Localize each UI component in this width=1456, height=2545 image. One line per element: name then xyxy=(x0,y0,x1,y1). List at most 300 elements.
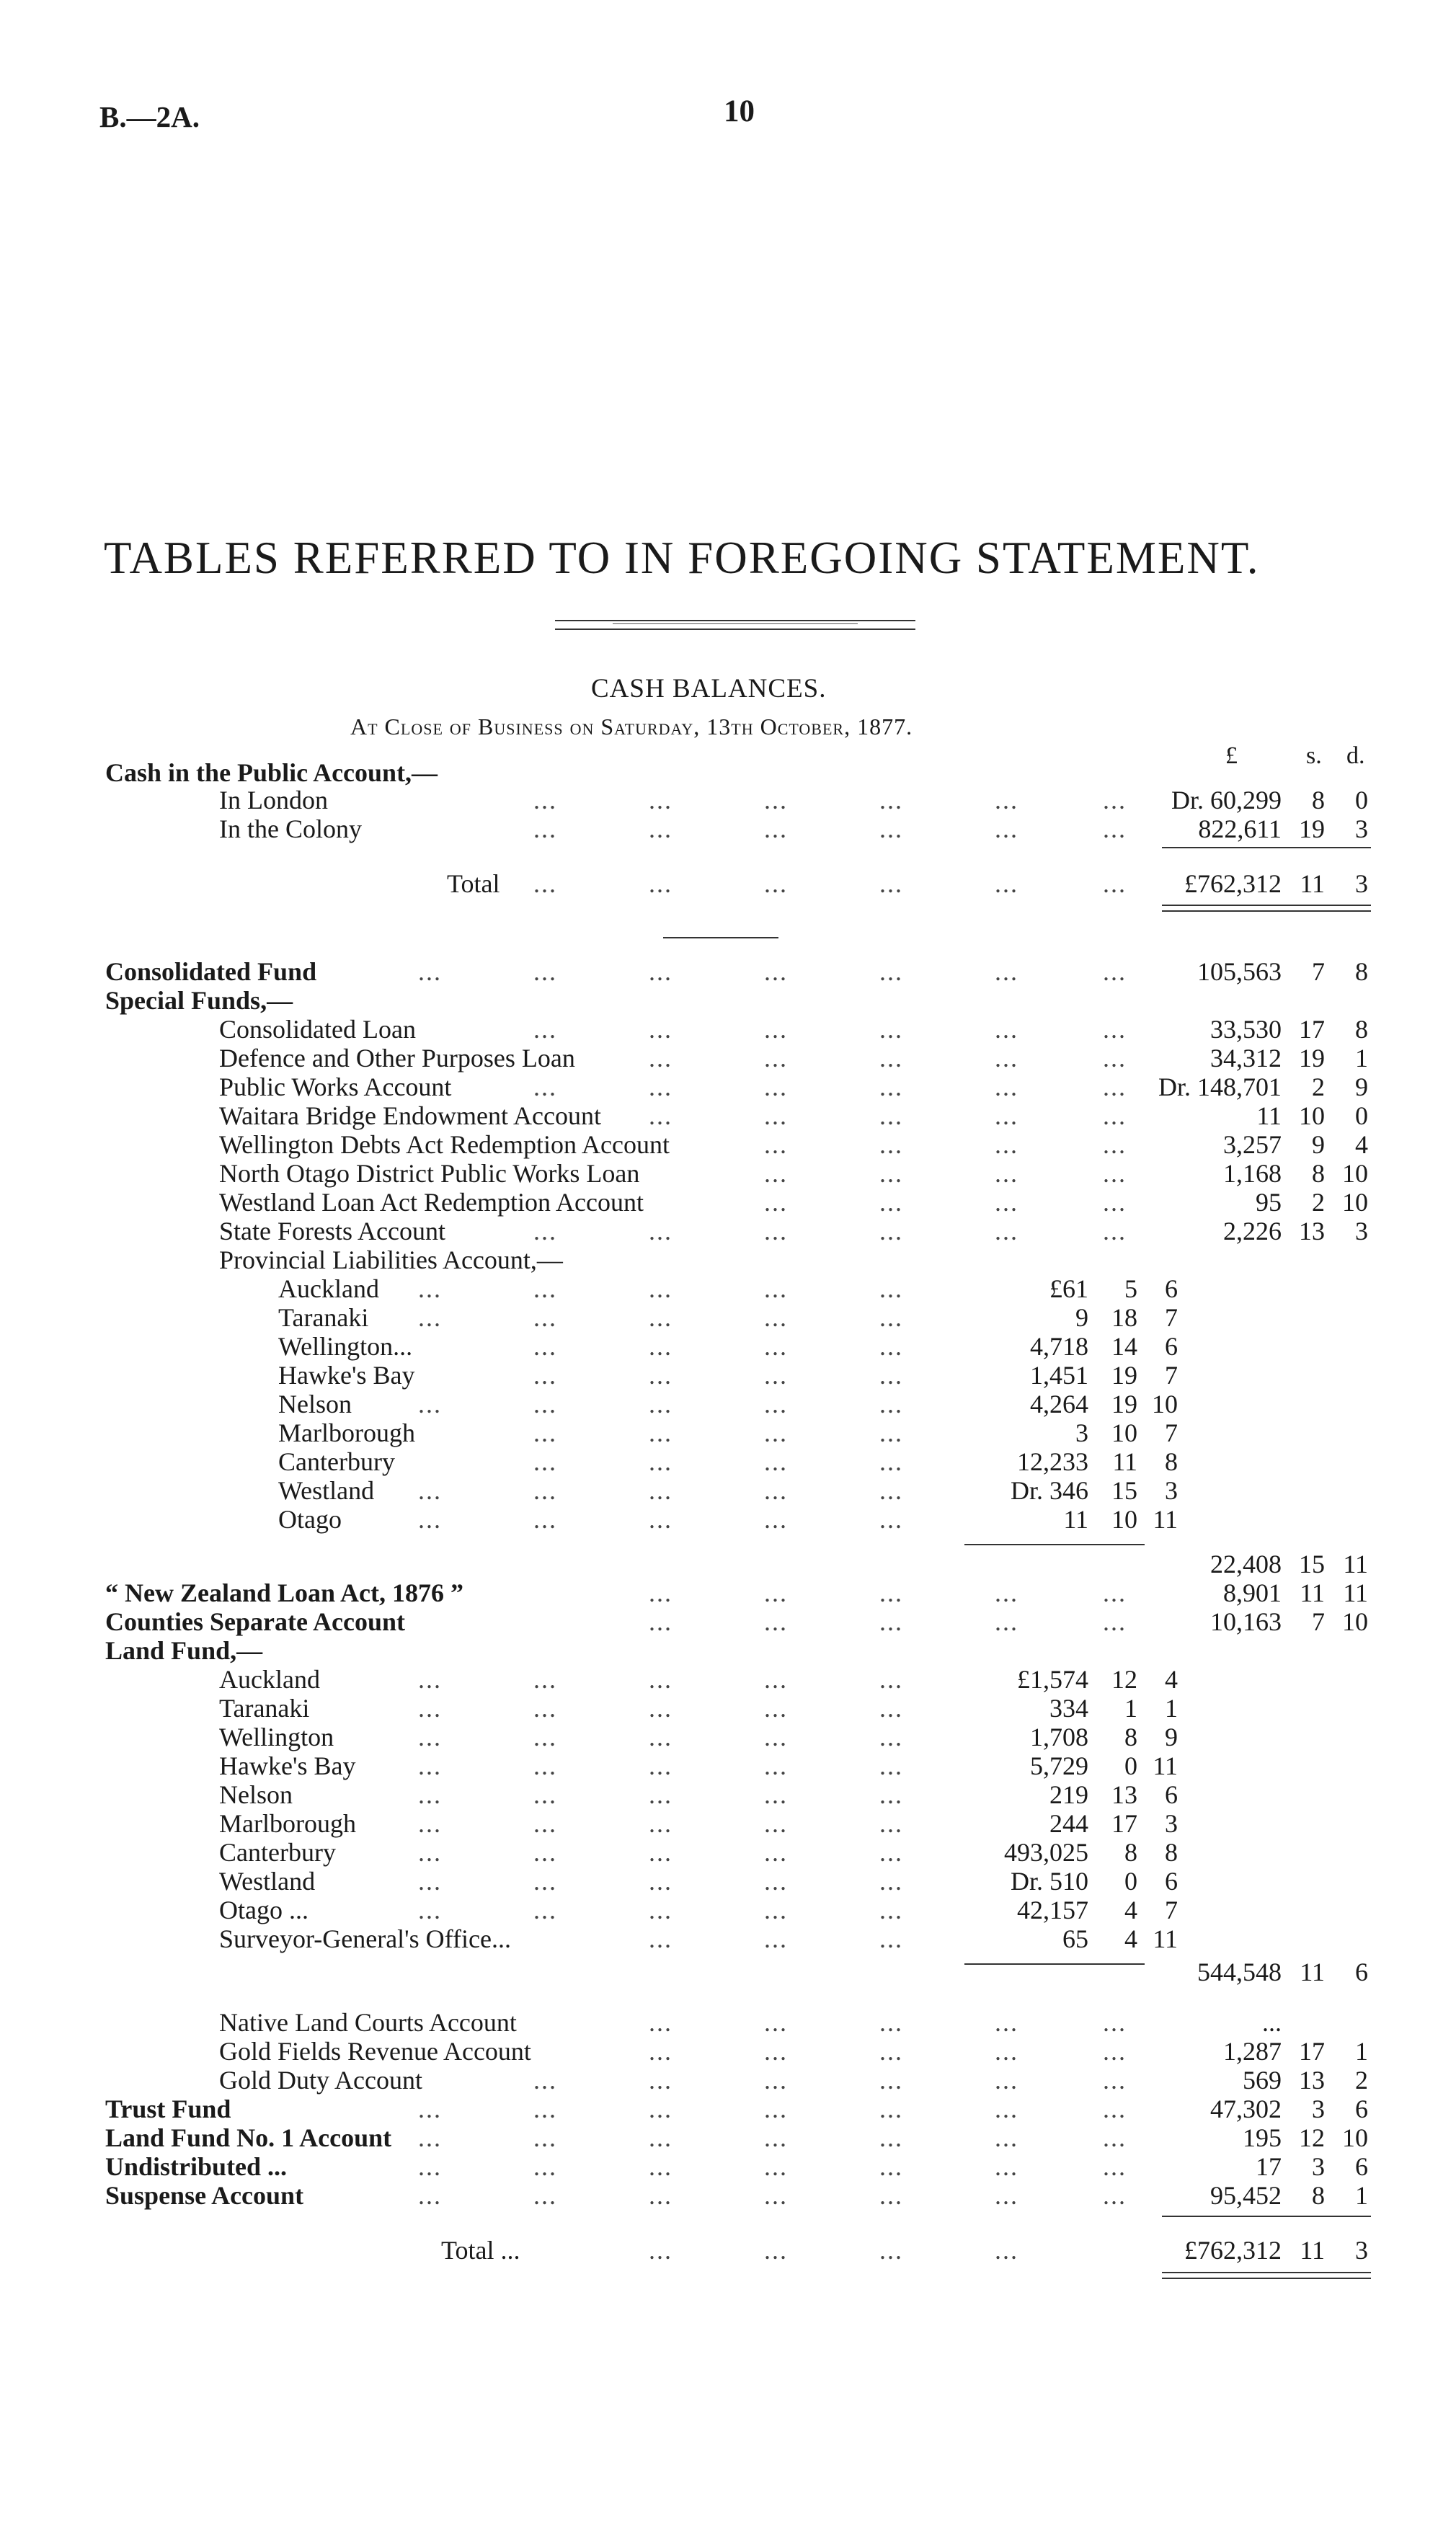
account-row xyxy=(0,2066,1456,2095)
leader-dots: ... xyxy=(649,1665,672,1694)
row-label: Marlborough xyxy=(278,1418,415,1447)
land-fund-row xyxy=(0,1665,1456,1694)
leader-dots: ... xyxy=(764,1665,788,1694)
provincial-row xyxy=(0,1418,1456,1447)
leader-dots: ... xyxy=(533,1015,557,1044)
provincial-row xyxy=(0,1361,1456,1390)
amount-pounds: £762,312 xyxy=(1184,2236,1282,2265)
leader-dots: ... xyxy=(649,1044,672,1072)
leader-dots: ... xyxy=(649,814,672,843)
amount-pence: 6 xyxy=(1165,1780,1178,1809)
leader-dots: ... xyxy=(533,1447,557,1476)
special-fund-row xyxy=(0,1044,1456,1072)
leader-dots: ... xyxy=(1103,1072,1127,1101)
amount-shillings: 19 xyxy=(1299,1044,1325,1072)
page-title: TABLES REFERRED TO IN FOREGOING STATEMENT. xyxy=(104,533,1260,583)
leader-dots: ... xyxy=(649,1217,672,1245)
amount-pence: 7 xyxy=(1165,1418,1178,1447)
amount-pounds: 1,168 xyxy=(1223,1159,1282,1188)
amount-pence: 0 xyxy=(1355,786,1368,814)
leader-dots: ... xyxy=(533,1476,557,1505)
amount-shillings: 2 xyxy=(1312,1188,1325,1217)
account-row xyxy=(0,2037,1456,2066)
leader-dots: ... xyxy=(879,1015,903,1044)
leader-dots: ... xyxy=(764,1723,788,1751)
leader-dots: ... xyxy=(649,1694,672,1723)
land-fund-row xyxy=(0,1809,1456,1838)
special-fund-row xyxy=(0,1130,1456,1159)
amount-pounds: Dr. 148,701 xyxy=(1158,1072,1282,1101)
leader-dots: ... xyxy=(1103,2095,1127,2123)
amount-shillings: 8 xyxy=(1124,1838,1137,1867)
leader-dots: ... xyxy=(418,1896,442,1924)
cash-total-double-rule xyxy=(1162,905,1371,912)
leader-dots: ... xyxy=(879,2152,903,2181)
row-label: Trust Fund xyxy=(105,2095,231,2123)
leader-dots: ... xyxy=(1103,1159,1127,1188)
amount-pounds: 10,163 xyxy=(1210,1607,1282,1636)
section-title: CASH BALANCES. xyxy=(591,674,827,703)
leader-dots: ... xyxy=(995,2152,1018,2181)
amount-pence: 11 xyxy=(1153,1751,1178,1780)
leader-dots: ... xyxy=(1103,1015,1127,1044)
amount-pence: 1 xyxy=(1355,1044,1368,1072)
leader-dots: ... xyxy=(995,1159,1018,1188)
cash-row xyxy=(0,786,1456,814)
leader-dots: ... xyxy=(879,1044,903,1072)
leader-dots: ... xyxy=(764,2236,788,2265)
leader-dots: ... xyxy=(649,2037,672,2066)
leader-dots: ... xyxy=(649,1607,672,1636)
leader-dots: ... xyxy=(649,1505,672,1534)
amount-pence: 11 xyxy=(1153,1924,1178,1953)
amount-pounds: 9 xyxy=(1075,1303,1088,1332)
leader-dots: ... xyxy=(764,1607,788,1636)
amount-pounds: 47,302 xyxy=(1210,2095,1282,2123)
leader-dots: ... xyxy=(879,1751,903,1780)
leader-dots: ... xyxy=(1103,1101,1127,1130)
leader-dots: ... xyxy=(879,1418,903,1447)
amount-pounds: 3,257 xyxy=(1223,1130,1282,1159)
amount-pounds: 493,025 xyxy=(1004,1838,1088,1867)
leader-dots: ... xyxy=(995,2037,1018,2066)
provincial-row xyxy=(0,1332,1456,1361)
provincial-row xyxy=(0,1476,1456,1505)
leader-dots: ... xyxy=(764,1578,788,1607)
leader-dots: ... xyxy=(533,2181,557,2210)
leader-dots: ... xyxy=(995,1607,1018,1636)
leader-dots: ... xyxy=(1103,1217,1127,1245)
leader-dots: ... xyxy=(879,2123,903,2152)
row-label: Hawke's Bay xyxy=(278,1361,415,1390)
loan-act-row xyxy=(0,1578,1456,1607)
leader-dots: ... xyxy=(995,786,1018,814)
cash-total-row xyxy=(0,869,1456,898)
leader-dots: ... xyxy=(879,1390,903,1418)
amount-shillings: 15 xyxy=(1299,1550,1325,1578)
leader-dots: ... xyxy=(879,1896,903,1924)
leader-dots: ... xyxy=(649,1838,672,1867)
grand-total-rule xyxy=(1162,2216,1371,2217)
leader-dots: ... xyxy=(879,814,903,843)
leader-dots: ... xyxy=(1103,1044,1127,1072)
row-label: Otago ... xyxy=(219,1896,308,1924)
leader-dots: ... xyxy=(649,1780,672,1809)
leader-dots: ... xyxy=(764,1159,788,1188)
leader-dots: ... xyxy=(879,2181,903,2210)
amount-pounds: ... xyxy=(1262,2008,1282,2037)
row-label: State Forests Account xyxy=(219,1217,445,1245)
amount-pounds: 95,452 xyxy=(1210,2181,1282,2210)
row-label: Hawke's Bay xyxy=(219,1751,356,1780)
row-label: Suspense Account xyxy=(105,2181,304,2210)
amount-pounds: 95 xyxy=(1256,1188,1282,1217)
leader-dots: ... xyxy=(649,1447,672,1476)
cash-heading-row xyxy=(105,758,1388,787)
amount-shillings: 8 xyxy=(1124,1723,1137,1751)
leader-dots: ... xyxy=(995,2123,1018,2152)
leader-dots: ... xyxy=(879,1159,903,1188)
amount-pounds: 42,157 xyxy=(1017,1896,1088,1924)
provincial-row xyxy=(0,1303,1456,1332)
leader-dots: ... xyxy=(1103,2181,1127,2210)
leader-dots: ... xyxy=(879,2066,903,2095)
leader-dots: ... xyxy=(995,1015,1018,1044)
amount-shillings: 19 xyxy=(1111,1361,1137,1390)
title-divider xyxy=(555,620,915,630)
leader-dots: ... xyxy=(418,1390,442,1418)
row-label: Defence and Other Purposes Loan xyxy=(219,1044,575,1072)
leader-dots: ... xyxy=(418,1809,442,1838)
amount-shillings: 7 xyxy=(1312,1607,1325,1636)
leader-dots: ... xyxy=(764,1390,788,1418)
provincial-subtotal-rule xyxy=(964,1544,1145,1545)
leader-dots: ... xyxy=(649,1723,672,1751)
amount-shillings: 13 xyxy=(1299,2066,1325,2095)
amount-pence: 2 xyxy=(1355,2066,1368,2095)
account-row xyxy=(0,2008,1456,2037)
amount-pounds: 5,729 xyxy=(1030,1751,1088,1780)
amount-pounds: 4,264 xyxy=(1030,1390,1088,1418)
leader-dots: ... xyxy=(879,2236,903,2265)
amount-pounds: Dr. 346 xyxy=(1011,1476,1088,1505)
leader-dots: ... xyxy=(764,1072,788,1101)
row-label: Gold Duty Account xyxy=(219,2066,422,2095)
amount-shillings: 12 xyxy=(1299,2123,1325,2152)
leader-dots: ... xyxy=(764,1274,788,1303)
amount-pounds: 11 xyxy=(1256,1101,1282,1130)
leader-dots: ... xyxy=(764,1044,788,1072)
grand-total-row xyxy=(0,2236,1456,2265)
leader-dots: ... xyxy=(879,1130,903,1159)
row-label: Special Funds,— xyxy=(105,986,293,1015)
row-label: Waitara Bridge Endowment Account xyxy=(219,1101,601,1130)
amount-pence: 10 xyxy=(1152,1390,1178,1418)
leader-dots: ... xyxy=(764,1867,788,1896)
leader-dots: ... xyxy=(879,786,903,814)
provincial-row xyxy=(0,1390,1456,1418)
leader-dots: ... xyxy=(1103,869,1127,898)
leader-dots: ... xyxy=(879,1809,903,1838)
amount-pence: 3 xyxy=(1355,869,1368,898)
amount-shillings: 10 xyxy=(1111,1505,1137,1534)
row-label: Nelson xyxy=(219,1780,293,1809)
leader-dots: ... xyxy=(533,1332,557,1361)
leader-dots: ... xyxy=(649,1303,672,1332)
leader-dots: ... xyxy=(764,786,788,814)
leader-dots: ... xyxy=(879,2037,903,2066)
leader-dots: ... xyxy=(418,1867,442,1896)
amount-pounds: 822,611 xyxy=(1198,814,1282,843)
leader-dots: ... xyxy=(995,2181,1018,2210)
land-fund-row xyxy=(0,1780,1456,1809)
row-label: Canterbury xyxy=(219,1838,336,1867)
leader-dots: ... xyxy=(764,2095,788,2123)
amount-pounds: 244 xyxy=(1049,1809,1088,1838)
amount-pounds: 544,548 xyxy=(1197,1958,1282,1986)
leader-dots: ... xyxy=(764,2181,788,2210)
leader-dots: ... xyxy=(1103,2008,1127,2037)
leader-dots: ... xyxy=(995,957,1018,986)
leader-dots: ... xyxy=(649,2181,672,2210)
row-label: Consolidated Loan xyxy=(219,1015,416,1044)
amount-pounds: 33,530 xyxy=(1210,1015,1282,1044)
leader-dots: ... xyxy=(533,957,557,986)
document-reference: B.—2A. xyxy=(99,100,200,133)
leader-dots: ... xyxy=(649,1896,672,1924)
leader-dots: ... xyxy=(418,1838,442,1867)
amount-shillings: 1 xyxy=(1124,1694,1137,1723)
leader-dots: ... xyxy=(533,1780,557,1809)
leader-dots: ... xyxy=(649,1361,672,1390)
amount-pounds: £1,574 xyxy=(1017,1665,1088,1694)
leader-dots: ... xyxy=(649,786,672,814)
row-label: Marlborough xyxy=(219,1809,356,1838)
leader-dots: ... xyxy=(879,1924,903,1953)
leader-dots: ... xyxy=(764,2008,788,2037)
amount-pence: 6 xyxy=(1165,1274,1178,1303)
leader-dots: ... xyxy=(533,1665,557,1694)
leader-dots: ... xyxy=(995,1130,1018,1159)
row-label: Westland xyxy=(219,1867,316,1896)
special-funds-heading-row xyxy=(0,986,1456,1015)
amount-shillings: 11 xyxy=(1300,1958,1325,1986)
row-label: Wellington Debts Act Redemption Account xyxy=(219,1130,670,1159)
leader-dots: ... xyxy=(995,1578,1018,1607)
leader-dots: ... xyxy=(649,2008,672,2037)
leader-dots: ... xyxy=(764,2037,788,2066)
row-label: Undistributed ... xyxy=(105,2152,288,2181)
account-row xyxy=(0,2095,1456,2123)
amount-shillings: 11 xyxy=(1300,2236,1325,2265)
amount-shillings: 17 xyxy=(1299,2037,1325,2066)
amount-pounds: 1,287 xyxy=(1223,2037,1282,2066)
row-label: Taranaki xyxy=(219,1694,310,1723)
amount-pence: 4 xyxy=(1355,1130,1368,1159)
leader-dots: ... xyxy=(649,1578,672,1607)
row-label: Consolidated Fund xyxy=(105,957,317,986)
leader-dots: ... xyxy=(418,2123,442,2152)
provincial-subtotal-row xyxy=(0,1550,1456,1578)
amount-pence: 11 xyxy=(1343,1578,1368,1607)
row-label: Total ... xyxy=(441,2236,520,2265)
amount-pounds: Dr. 60,299 xyxy=(1171,786,1282,814)
amount-shillings: 19 xyxy=(1299,814,1325,843)
cash-subtotal-rule xyxy=(1162,847,1371,848)
leader-dots: ... xyxy=(764,1476,788,1505)
account-row xyxy=(0,2181,1456,2210)
land-fund-row xyxy=(0,1723,1456,1751)
leader-dots: ... xyxy=(879,1867,903,1896)
land-fund-row xyxy=(0,1838,1456,1867)
amount-pence: 9 xyxy=(1165,1723,1178,1751)
leader-dots: ... xyxy=(764,1015,788,1044)
leader-dots: ... xyxy=(764,1780,788,1809)
amount-pence: 6 xyxy=(1165,1867,1178,1896)
amount-pence: 6 xyxy=(1355,2095,1368,2123)
leader-dots: ... xyxy=(649,2066,672,2095)
leader-dots: ... xyxy=(649,1101,672,1130)
leader-dots: ... xyxy=(1103,1607,1127,1636)
amount-pounds: 334 xyxy=(1049,1694,1088,1723)
leader-dots: ... xyxy=(533,1274,557,1303)
leader-dots: ... xyxy=(764,1418,788,1447)
leader-dots: ... xyxy=(764,957,788,986)
leader-dots: ... xyxy=(764,1924,788,1953)
special-fund-row xyxy=(0,1015,1456,1044)
amount-pounds: 1,708 xyxy=(1030,1723,1088,1751)
leader-dots: ... xyxy=(418,2181,442,2210)
amount-pounds: 34,312 xyxy=(1210,1044,1282,1072)
amount-shillings: 2 xyxy=(1312,1072,1325,1101)
amount-shillings: 19 xyxy=(1111,1390,1137,1418)
leader-dots: ... xyxy=(533,1723,557,1751)
leader-dots: ... xyxy=(764,1838,788,1867)
amount-shillings: 11 xyxy=(1112,1447,1137,1476)
leader-dots: ... xyxy=(533,1072,557,1101)
amount-pounds: £61 xyxy=(1049,1274,1088,1303)
amount-pence: 6 xyxy=(1355,1958,1368,1986)
leader-dots: ... xyxy=(879,1505,903,1534)
amount-pence: 7 xyxy=(1165,1896,1178,1924)
leader-dots: ... xyxy=(649,1751,672,1780)
amount-pence: 10 xyxy=(1342,1607,1368,1636)
grand-total-double-rule xyxy=(1162,2272,1371,2279)
amount-pence: 1 xyxy=(1355,2181,1368,2210)
amount-pence: 10 xyxy=(1342,2123,1368,2152)
provincial-row xyxy=(0,1505,1456,1534)
amount-pounds: 3 xyxy=(1075,1418,1088,1447)
amount-shillings: 14 xyxy=(1111,1332,1137,1361)
row-label: Auckland xyxy=(219,1665,320,1694)
leader-dots: ... xyxy=(418,1780,442,1809)
leader-dots: ... xyxy=(764,869,788,898)
land-fund-row xyxy=(0,1867,1456,1896)
amount-shillings: 0 xyxy=(1124,1751,1137,1780)
amount-pence: 8 xyxy=(1165,1838,1178,1867)
account-row xyxy=(0,2152,1456,2181)
leader-dots: ... xyxy=(533,869,557,898)
leader-dots: ... xyxy=(649,1015,672,1044)
leader-dots: ... xyxy=(649,2123,672,2152)
leader-dots: ... xyxy=(879,1447,903,1476)
amount-shillings: 10 xyxy=(1299,1101,1325,1130)
leader-dots: ... xyxy=(1103,814,1127,843)
amount-pence: 8 xyxy=(1355,957,1368,986)
amount-shillings: 17 xyxy=(1299,1015,1325,1044)
amount-pence: 4 xyxy=(1165,1665,1178,1694)
leader-dots: ... xyxy=(649,2236,672,2265)
leader-dots: ... xyxy=(533,1217,557,1245)
leader-dots: ... xyxy=(764,2152,788,2181)
amount-shillings: 10 xyxy=(1111,1418,1137,1447)
land-fund-row xyxy=(0,1924,1456,1953)
leader-dots: ... xyxy=(533,814,557,843)
leader-dots: ... xyxy=(879,2008,903,2037)
leader-dots: ... xyxy=(995,1101,1018,1130)
amount-pounds: 2,226 xyxy=(1223,1217,1282,1245)
leader-dots: ... xyxy=(649,1809,672,1838)
leader-dots: ... xyxy=(533,1809,557,1838)
land-fund-row xyxy=(0,1896,1456,1924)
leader-dots: ... xyxy=(995,1188,1018,1217)
row-label: Taranaki xyxy=(278,1303,369,1332)
row-label: In London xyxy=(219,786,328,814)
leader-dots: ... xyxy=(1103,786,1127,814)
special-fund-row xyxy=(0,1072,1456,1101)
special-fund-row xyxy=(0,1101,1456,1130)
amount-shillings: 11 xyxy=(1300,869,1325,898)
amount-pounds: £762,312 xyxy=(1184,869,1282,898)
row-label: Canterbury xyxy=(278,1447,395,1476)
land-fund-row xyxy=(0,1694,1456,1723)
leader-dots: ... xyxy=(1103,957,1127,986)
amount-pounds: 4,718 xyxy=(1030,1332,1088,1361)
row-label: Westland xyxy=(278,1476,375,1505)
amount-pence: 3 xyxy=(1355,2236,1368,2265)
amount-pounds: 105,563 xyxy=(1197,957,1282,986)
leader-dots: ... xyxy=(995,1044,1018,1072)
amount-shillings: 11 xyxy=(1300,1578,1325,1607)
row-label: “ New Zealand Loan Act, 1876 ” xyxy=(105,1578,464,1607)
amount-shillings: 9 xyxy=(1312,1130,1325,1159)
amount-shillings: 13 xyxy=(1111,1780,1137,1809)
leader-dots: ... xyxy=(879,869,903,898)
leader-dots: ... xyxy=(418,1665,442,1694)
leader-dots: ... xyxy=(649,2095,672,2123)
leader-dots: ... xyxy=(649,1072,672,1101)
amount-pounds: 22,408 xyxy=(1210,1550,1282,1578)
leader-dots: ... xyxy=(649,1332,672,1361)
leader-dots: ... xyxy=(418,1505,442,1534)
row-label: Westland Loan Act Redemption Account xyxy=(219,1188,644,1217)
leader-dots: ... xyxy=(1103,1130,1127,1159)
leader-dots: ... xyxy=(995,2095,1018,2123)
amount-pence: 3 xyxy=(1165,1476,1178,1505)
amount-pence: 10 xyxy=(1342,1159,1368,1188)
row-label: Otago xyxy=(278,1505,342,1534)
leader-dots: ... xyxy=(533,1303,557,1332)
leader-dots: ... xyxy=(764,1303,788,1332)
amount-pence: 1 xyxy=(1165,1694,1178,1723)
leader-dots: ... xyxy=(764,1751,788,1780)
amount-pence: 8 xyxy=(1355,1015,1368,1044)
leader-dots: ... xyxy=(764,1505,788,1534)
leader-dots: ... xyxy=(764,2066,788,2095)
leader-dots: ... xyxy=(764,1896,788,1924)
amount-pence: 3 xyxy=(1355,814,1368,843)
row-label: Surveyor-General's Office... xyxy=(219,1924,511,1953)
